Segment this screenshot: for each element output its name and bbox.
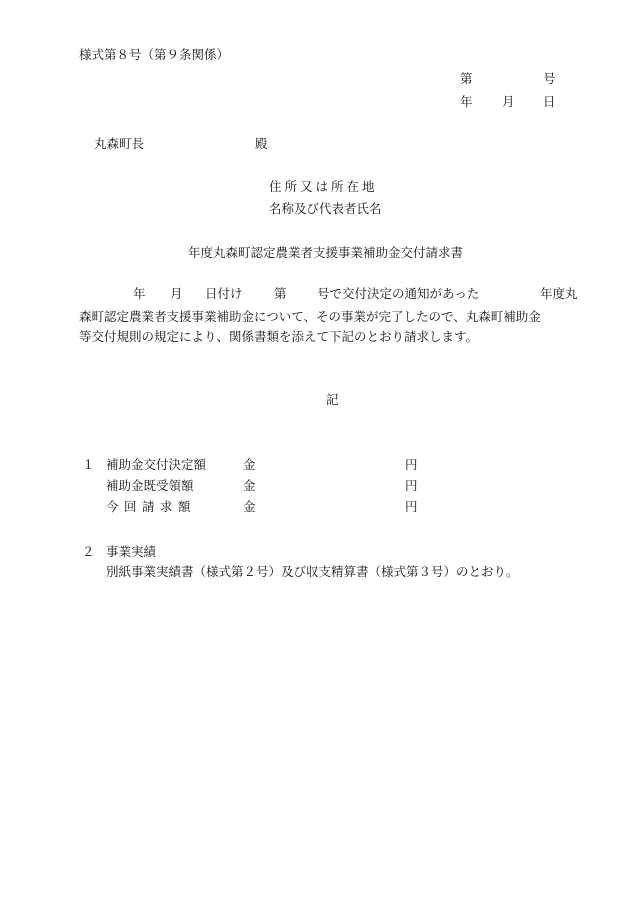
section-1-number: １ xyxy=(82,457,95,472)
current-claim-amount-yen: 円 xyxy=(405,499,418,514)
doc-number-suffix: 号 xyxy=(543,71,556,86)
section-2-number: ２ xyxy=(82,544,95,559)
body-line-2: 森町認定農業者支援事業補助金について、その事業が完了したので、丸森町補助金 xyxy=(79,309,541,324)
applicant-name-label: 名称及び代表者氏名 xyxy=(269,201,382,216)
grant-decision-amount-kin: 金 xyxy=(243,457,256,472)
grant-decision-amount-label: 補助金交付決定額 xyxy=(106,457,207,472)
addressee: 丸森町長 xyxy=(94,136,145,151)
grant-received-amount-yen: 円 xyxy=(405,478,418,493)
honorific: 殿 xyxy=(255,136,268,151)
section-2-title: 事業実績 xyxy=(106,544,157,559)
grant-received-amount-kin: 金 xyxy=(243,478,256,493)
current-claim-amount-label: 今回請求額 xyxy=(106,499,197,514)
doc-number-prefix: 第 xyxy=(460,71,473,86)
current-claim-amount-kin: 金 xyxy=(243,499,256,514)
applicant-address-label: 住所又は所在地 xyxy=(269,179,378,194)
page-title: 年度丸森町認定農業者支援事業補助金交付請求書 xyxy=(188,245,464,260)
body-month-label: 月 xyxy=(170,286,183,301)
form-number: 様式第８号（第９条関係） xyxy=(79,47,230,62)
body-number-text: 号で交付決定の通知があった xyxy=(317,286,480,301)
date-year-label: 年 xyxy=(460,94,473,109)
body-year-label: 年 xyxy=(133,286,146,301)
body-line-3: 等交付規則の規定により、関係書類を添えて下記のとおり請求します。 xyxy=(79,329,479,344)
ki-heading: 記 xyxy=(326,392,339,407)
date-month-label: 月 xyxy=(502,94,515,109)
date-day-label: 日 xyxy=(543,94,556,109)
grant-decision-amount-yen: 円 xyxy=(405,457,418,472)
body-dated-label: 日付け xyxy=(205,286,243,301)
section-2-detail: 別紙事業実績書（様式第２号）及び収支精算書（様式第３号）のとおり。 xyxy=(106,564,519,579)
body-number-prefix: 第 xyxy=(274,286,287,301)
grant-received-amount-label: 補助金既受領額 xyxy=(106,478,194,493)
body-fiscal-year-text: 年度丸 xyxy=(540,286,578,301)
